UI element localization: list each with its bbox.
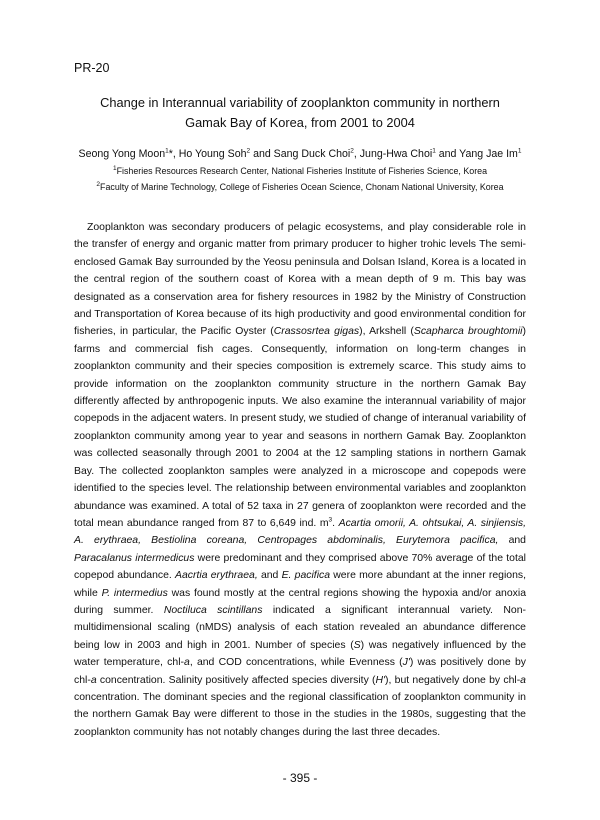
title-line-1: Change in Interannual variability of zooplankton community in northern bbox=[100, 95, 500, 110]
variable-symbol: S bbox=[353, 639, 361, 651]
author-name: Seong Yong Moon bbox=[78, 148, 166, 160]
author-name: , Ho Young Soh bbox=[172, 148, 247, 160]
author-name: , Jung-Hwa Choi bbox=[353, 148, 433, 160]
abstract-text: ) was negatively influenced by the water temperature, chl- bbox=[74, 639, 526, 669]
abstract-text: was found mostly at the central regions showing the hypoxia and/or anoxia during summer. bbox=[74, 587, 527, 616]
abstract-text: , and COD concentrations, while Evenness ( bbox=[189, 657, 403, 669]
variable-symbol: a bbox=[520, 674, 526, 686]
species-name: Paracalanus intermedicus bbox=[74, 552, 195, 564]
affiliation-2 bbox=[40, 181, 560, 193]
affiliation-mark: 1 bbox=[432, 147, 436, 155]
paper-title bbox=[60, 93, 540, 133]
variable-symbol: a bbox=[90, 674, 97, 686]
abstract-text: and bbox=[498, 535, 526, 547]
affiliation-mark: 1 bbox=[165, 147, 169, 155]
abstract-text: and bbox=[257, 570, 282, 582]
author-name: and Sang Duck Choi bbox=[250, 148, 351, 160]
variable-symbol: J' bbox=[402, 657, 410, 669]
unit-exponent: 3 bbox=[328, 516, 333, 524]
affiliation-mark: 2 bbox=[246, 147, 251, 155]
species-name: Aacrtia erythraea, bbox=[175, 570, 258, 582]
affiliation-text: Fisheries Resources Research Center, National Fisheries Institute of Fisheries Science, Korea bbox=[116, 166, 488, 176]
abstract-text: were predominant and they comprised above 70% average of the total copepod abundance. bbox=[74, 552, 526, 582]
abstract-text: ), but negatively done by chl- bbox=[385, 674, 521, 686]
abstract-body bbox=[74, 219, 526, 741]
author-name: and Yang Jae Im bbox=[435, 148, 518, 160]
species-name: Acartia omorii, A. ohtsukai, A. sinjiensis, A. erythraea, Bestiolina coreana, Centropages abdominalis, Eurytemora pacifica, bbox=[74, 517, 526, 547]
affiliation-number: 2 bbox=[96, 181, 101, 189]
species-name: E. pacifica bbox=[281, 570, 331, 582]
species-name: Scapharca broughtomii bbox=[413, 326, 523, 338]
abstract-text: . bbox=[332, 517, 339, 529]
abstract-text: concentration. The dominant species and the regional classification of zooplankton community in the northern Gamak Bay were different to those in the studies in the 1980s, suggesting that the zooplankton community has not notably changes during the last three decades. bbox=[74, 691, 526, 738]
abstract-text: were more abundant at the inner regions, while bbox=[74, 570, 527, 599]
abstract-text: concentration. Salinity positively affected species diversity ( bbox=[96, 674, 376, 686]
paper-code: PR-20 bbox=[74, 61, 110, 75]
abstract-text: ), Arkshell ( bbox=[359, 326, 414, 338]
abstract-text: ) was positively done by chl- bbox=[74, 657, 526, 686]
affiliation-1 bbox=[40, 165, 560, 177]
variable-symbol: H' bbox=[375, 674, 386, 686]
variable-symbol: a bbox=[184, 657, 190, 669]
affiliation-mark: 2 bbox=[350, 147, 354, 155]
affiliation-mark: 1 bbox=[517, 147, 522, 155]
affiliation-text: Faculty of Marine Technology, College of Fisheries Ocean Science, Chonam National University, Korea bbox=[100, 182, 504, 192]
abstract-text: indicated a significant interannual variety. Non-multidimensional scaling (nMDS) analysis of each station revealed an abundance difference being low in 2003 and high in 2001. Number of species ( bbox=[74, 604, 526, 651]
corresponding-mark: * bbox=[168, 148, 173, 160]
species-name: Noctiluca scintillans bbox=[163, 604, 263, 616]
species-name: Crassosrtea gigas bbox=[273, 326, 360, 338]
author-list bbox=[40, 147, 560, 162]
page-number: - 395 - bbox=[282, 771, 318, 785]
affiliation-number: 1 bbox=[112, 165, 117, 173]
abstract-text: ) farms and commercial fish cages. Consequently, information on long-term changes in zooplankton community and their species composition is extremely scarce. This study aims to provide information on the zooplankton community structure in the northern Gamak Bay differently affected by anthropogenic inputs. We also examine the interannual variability of major copepods in the adjacent waters. In present study, we studied of change of interanual variability of zooplankton community among year to year and seasons in northern Gamak Bay. Zooplankton was collected seasonally through 2001 to 2004 at the 12 sampling stations in northern Gamak Bay. The collected zooplankton samples were analyzed in a microscope and copepods were identified to the species level. The relationship between environmental variables and zooplankton abundance was examined. A total of 52 taxa in 27 genera of zooplankton were recorded and the total mean abundance ranged from 87 to 6,649 ind. m bbox=[74, 326, 526, 529]
abstract-text: Zooplankton was secondary producers of pelagic ecosystems, and play considerable role in the transfer of energy and organic matter from primary producer to higher trohic levels The semi-enclosed Gamak Bay surrounded by the Yeosu peninsula and Dolsan Island, Korea is a located in the central region of the southern coast of Korea with a mean depth of 9 m. This bay was designated as a conservation area for fishery resources in 1982 by the Ministry of Construction and Transportation of Korea because of its high productivity and good environmental condition for fisheries, in particular, the Pacific Oyster ( bbox=[74, 222, 527, 338]
species-name: P. intermedius bbox=[101, 587, 168, 599]
title-line-2: Gamak Bay of Korea, from 2001 to 2004 bbox=[185, 115, 415, 130]
